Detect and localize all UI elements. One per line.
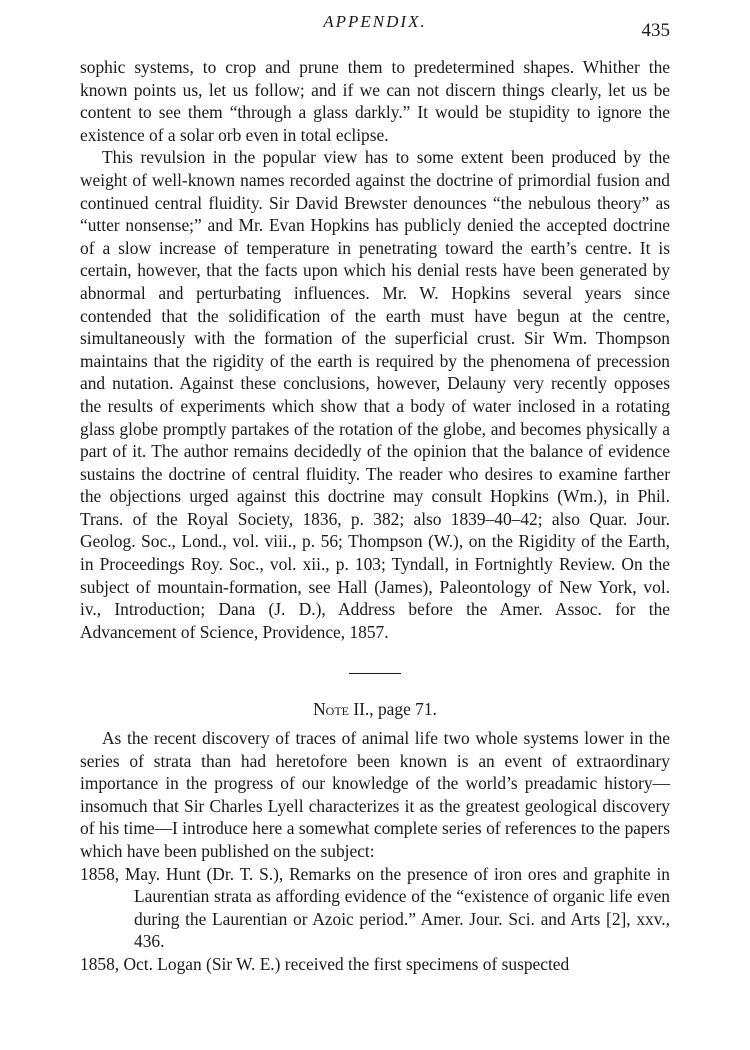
page-header: [0, 12, 750, 44]
page-body: [80, 56, 670, 976]
running-head: APPENDIX.: [323, 12, 427, 31]
note-intro-paragraph: As the recent discovery of traces of animal life two whole systems lower in the series of strata than had heretofore been known is an event of extraordinary importance in the progress of our knowledge of the world’s preadamic history—insomuch that Sir Charles Lyell characterizes it as the greatest geological discovery of his time—I introduce here a somewhat complete series of references to the papers which have been published on the subject:: [80, 728, 670, 861]
note-heading-text: II., page 71.: [349, 699, 437, 720]
paragraph-continuation: sophic systems, to crop and prune them to predetermined shapes. Whither the known points us, let us follow; and if we can not discern things clearly, let us be content to see them “through a glass darkly.” It would be stupidity to ignore the existence of a solar orb even in total eclipse.: [80, 57, 670, 145]
section-divider: [349, 673, 401, 674]
note-label: Note: [313, 699, 349, 720]
reference-entry: 1858, Oct. Logan (Sir W. E.) received the first specimens of suspected: [80, 953, 570, 974]
paragraph-revulsion: This revulsion in the popular view has to some extent been produced by the weight of well-known names recorded against the doctrine of primordial fusion and continued central fluidity. Sir David Brewster denounces “the nebulous theory” as “utter nonsense;” and Mr. Evan Hopkins has publicly denied the accepted doctrine of a slow increase of temperature in penetrating toward the earth’s centre. It is certain, however, that the facts upon which his denial rests have been generated by abnormal and perturbating influences. Mr. W. Hopkins several years since contended that the solidification of the earth must have begun at the centre, simultaneously with the formation of the superficial crust. Sir Wm. Thompson maintains that the rigidity of the earth is required by the phenomena of precession and nutation. Against these conclusions, however, Delauny very recently opposes the results of experiments which show that a body of water inclosed in a rotating glass globe promptly partakes of the rotation of the globe, and becomes physically a part of it. The author remains decidedly of the opinion that the balance of evidence sustains the doctrine of central fluidity. The reader who desires to examine farther the objections urged against this doctrine may consult Hopkins (Wm.), in Phil. Trans. of the Royal Society, 1836, p. 382; also 1839–40–42; also Quar. Jour. Geolog. Soc., Lond., vol. viii., p. 56; Thompson (W.), on the Rigidity of the Earth, in Proceedings Roy. Soc., vol. xii., p. 103; Tyndall, in Fortnightly Review. On the subject of mountain-formation, see Hall (James), Paleontology of New York, vol. iv., Introduction; Dana (J. D.), Address before the Amer. Assoc. for the Advancement of Science, Providence, 1857.: [80, 147, 670, 642]
note-heading: [80, 698, 670, 721]
page-number: 435: [641, 20, 670, 41]
reference-entry: 1858, May. Hunt (Dr. T. S.), Remarks on the presence of iron ores and graphite in Laurentian strata as affording evidence of the “existence of organic life even during the Laurentian or Azoic period.” Amer. Jour. Sci. and Arts [2], xxv., 436.: [80, 863, 670, 952]
